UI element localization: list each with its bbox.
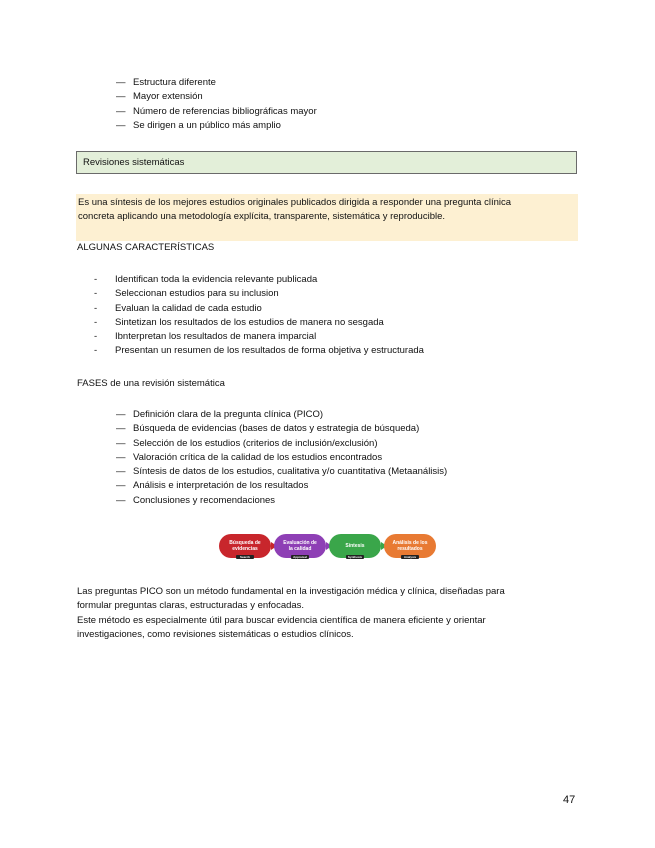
flow-step-label: Análisis de los (392, 540, 428, 546)
intro-list (116, 76, 317, 133)
phases-list (116, 408, 447, 508)
list-item: — Estructura diferente (116, 77, 216, 88)
definition-highlight (76, 194, 578, 241)
paragraph-line: Este método es especialmente útil para buscar evidencia científica de manera eficiente y orientar (77, 614, 486, 626)
phases-flow-diagram (219, 531, 438, 563)
list-item: - Evaluan la calidad de cada estudio (94, 302, 262, 314)
flow-step-tag: Analysis (403, 555, 417, 559)
list-item: — Síntesis de datos de los estudios, cualitativa y/o cuantitativa (Metaanálisis) (116, 466, 448, 478)
flow-step-search (219, 534, 277, 559)
list-item: — Valoración crítica de la calidad de los estudios encontrados (116, 451, 383, 463)
paragraph-line: Las preguntas PICO son un método fundamental en la investigación médica y clínica, diseñadas para (77, 586, 505, 597)
flow-step-label: resultados (397, 546, 423, 552)
list-item: - Seleccionan estudios para su inclusion (94, 288, 279, 300)
list-item: — Selección de los estudios (criterios de inclusión/exclusión) (116, 437, 378, 449)
flow-step-tag: Appraisal (293, 555, 307, 559)
phases-heading: FASES de una revisión sistemática (77, 378, 225, 389)
flow-step-label: evidencias (232, 546, 258, 552)
list-item: — Mayor extensión (116, 91, 203, 103)
list-item: — Conclusiones y recomendaciones (116, 494, 276, 506)
pico-paragraph (77, 585, 505, 642)
paragraph-line: investigaciones, como revisiones sistemáticas o estudios clínicos. (77, 628, 354, 640)
list-item: - Sintetizan los resultados de los estudios de manera no sesgada (94, 316, 384, 328)
list-item: - Ibnterpretan los resultados de manera imparcial (94, 331, 317, 343)
section-title: Revisiones sistemáticas (83, 157, 185, 168)
list-item: — Análisis e interpretación de los resultados (116, 480, 309, 492)
list-item: - Presentan un resumen de los resultados de forma objetiva y estructurada (94, 345, 424, 357)
section-title-box (76, 151, 577, 174)
flow-step-analysis (384, 534, 436, 559)
characteristics-heading: ALGUNAS CARACTERÍSTICAS (77, 242, 215, 253)
flow-step-label: Evaluación de (283, 540, 317, 546)
definition-line: Es una síntesis de los mejores estudios originales publicados dirigida a responder una pregunta clínica (78, 197, 512, 208)
flow-step-label: Búsqueda de (229, 540, 261, 546)
list-item: — Definición clara de la pregunta clínica (PICO) (116, 409, 324, 420)
list-item: — Búsqueda de evidencias (bases de datos y estrategia de búsqueda) (116, 423, 420, 435)
page-number: 47 (563, 794, 576, 806)
flow-step-synthesis (329, 534, 387, 559)
flow-step-appraisal (274, 534, 332, 559)
paragraph-line: formular preguntas claras, estructuradas y enfocadas. (77, 600, 305, 612)
flow-step-label: Síntesis (345, 543, 365, 549)
list-item: — Número de referencias bibliográficas mayor (116, 105, 317, 117)
flow-step-tag: Search (239, 555, 251, 559)
flow-step-tag: Synthesis (347, 555, 363, 559)
list-item: — Se dirigen a un público más amplio (116, 119, 281, 131)
definition-line: concreta aplicando una metodología explícita, transparente, sistemática y reproducible. (78, 211, 446, 223)
characteristics-list (94, 273, 424, 359)
flow-step-label: la calidad (288, 546, 312, 552)
list-item: - Identifican toda la evidencia relevante publicada (94, 274, 318, 285)
